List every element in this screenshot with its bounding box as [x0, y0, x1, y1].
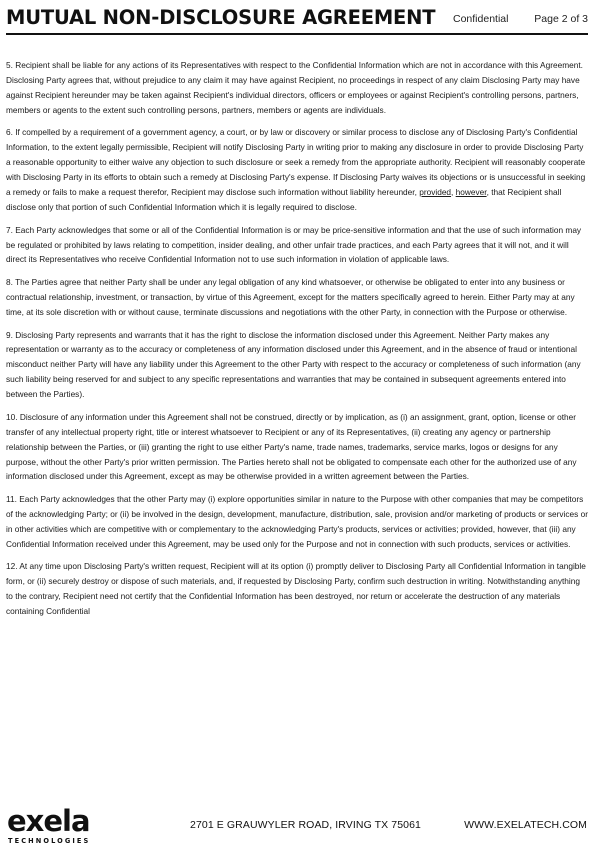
document-title: MUTUAL NON-DISCLOSURE AGREEMENT	[6, 6, 436, 29]
page-header	[6, 5, 588, 35]
clause-12: 12. At any time upon Disclosing Party's written request, Recipient will at its option (i) promptly deliver to Disclosing Party all Confidential Information in tangible form, or (ii) securely destroy or dispose of such materials, and, if requested by Disclosing Party, confirm such destruction in writing. Notwithstanding anything to the contrary, Recipient need not certify that the Confidential Information has been destroyed, nor return or accelerate the destruction of any materials containing Confidential	[6, 561, 586, 617]
clause-6	[6, 125, 588, 215]
company-website: WWW.EXELATECH.COM	[464, 819, 587, 831]
company-address: 2701 E GRAUWYLER ROAD, IRVING TX 75061	[190, 819, 422, 831]
clause-10: 10. Disclosure of any information under this Agreement shall not be construed, directly or by implication, as (i) an assignment, grant, option, license or other transfer of any intellectual property right, title or interest whatsoever to Recipient or any of its Representatives, (ii) creating any agency or partnership relationship between the Parties, or (iii) granting the right to use either Party's name, trade names, trademarks, service marks, logos or designs for any purpose, without the other Party's prior written permission. The Parties hereto shall not be obligated to compensate each other for the authorized use of any information disclosed under this Agreement, except as may be otherwise provided in a written agreement between the Parties.	[6, 411, 577, 482]
provided-term: provided	[419, 187, 452, 198]
clause-9: 9. Disclosing Party represents and warrants that it has the right to disclose the information disclosed under this Agreement. Neither Party makes any representation or warranty as to the accuracy or completeness of any information disclosed under this Agreement, and in the absence of fraud or intentional misconduct neither Party will have any liability under this Agreement to the other Party with respect to the accuracy or completeness of such information (any such liability being reserved for and subject to any specific representations and warranties that may be contained in subsequent agreements entered into between the Parties).	[6, 329, 581, 400]
confidential-label: Confidential	[453, 13, 509, 25]
clause-11: 11. Each Party acknowledges that the other Party may (i) explore opportunities similar in nature to the Purpose with other companies that may be competitors of the acknowledging Party; or (ii) be involved in the design, development, manufacture, distribution, sale, provision and/or marketing of products or services or in other activities which are competitive with or complementary to the acknowledging Party's products, services or activities; provided, however, that (iii) any Confidential Information received under this Agreement, may be used only for the Purpose and not in connection with such products, services or activities.	[6, 494, 589, 549]
clause-8: 8. The Parties agree that neither Party shall be under any legal obligation of any kind whatsoever, or otherwise be obligated to enter into any business or contractual relationship, investment, or transaction, by virtue of this Agreement, except for the matters specifically agreed to herein. Either Party may at any time, at its sole discretion with or without cause, terminate discussions and negotiations with the other Party, in connection with the Purpose or otherwise.	[6, 277, 575, 317]
page-number: Page 2 of 3	[534, 13, 588, 25]
clause-6-comma: ,	[451, 187, 454, 198]
logo-wordmark: exela	[7, 804, 90, 838]
logo-tagline: TECHNOLOGIES	[8, 837, 91, 845]
agreement-body	[6, 58, 588, 627]
clause-7: 7. Each Party acknowledges that some or all of the Confidential Information is or may be price-sensitive information and that the use of such information may be regulated or prohibited by laws relating to competition, insider dealing, and other unfair trade practices, and each Party agrees that it will not, and it will direct its Representatives who receive Confidential Information not to use such information in violation of applicable laws.	[6, 224, 582, 265]
exela-logo	[7, 806, 107, 850]
clause-6-text-b: , that Recipient shall disclose only that portion of such Confidential Information which it is legally required to disclose.	[6, 187, 562, 212]
page-footer	[0, 800, 594, 855]
however-term: however	[455, 187, 487, 198]
clause-5: 5. Recipient shall be liable for any actions of its Representatives with respect to the Confidential Information which are not in accordance with this Agreement. Disclosing Party agrees that, without prejudice to any claim it may have against Recipient, no proceedings in respect of any claim Disclosing Party may have against Recipient hereunder may be taken against Recipient's individual directors, officers or employees or against Recipient's controlling persons, partners, members or agents to the extent such controlling persons, partners, members or agents are individuals.	[6, 60, 583, 115]
clause-6-text-a: 6. If compelled by a requirement of a government agency, a court, or by law or discovery or similar process to disclose any of Disclosing Party's Confidential Information, to the extent legally permissible, Recipient will notify Disclosing Party in writing prior to making any disclosure in order to provide Disclosing Party a reasonable opportunity to either waive any objection to such disclosure or seek a remedy from the appropriate authority. Recipient will reasonably cooperate with Disclosing Party in its efforts to obtain such a remedy at Disclosing Party's expense. If Disclosing Party waives its objections or is unsuccessful in seeking a remedy or fails to make a request therefor, Recipient may disclose such information without liability hereunder,	[6, 127, 586, 198]
